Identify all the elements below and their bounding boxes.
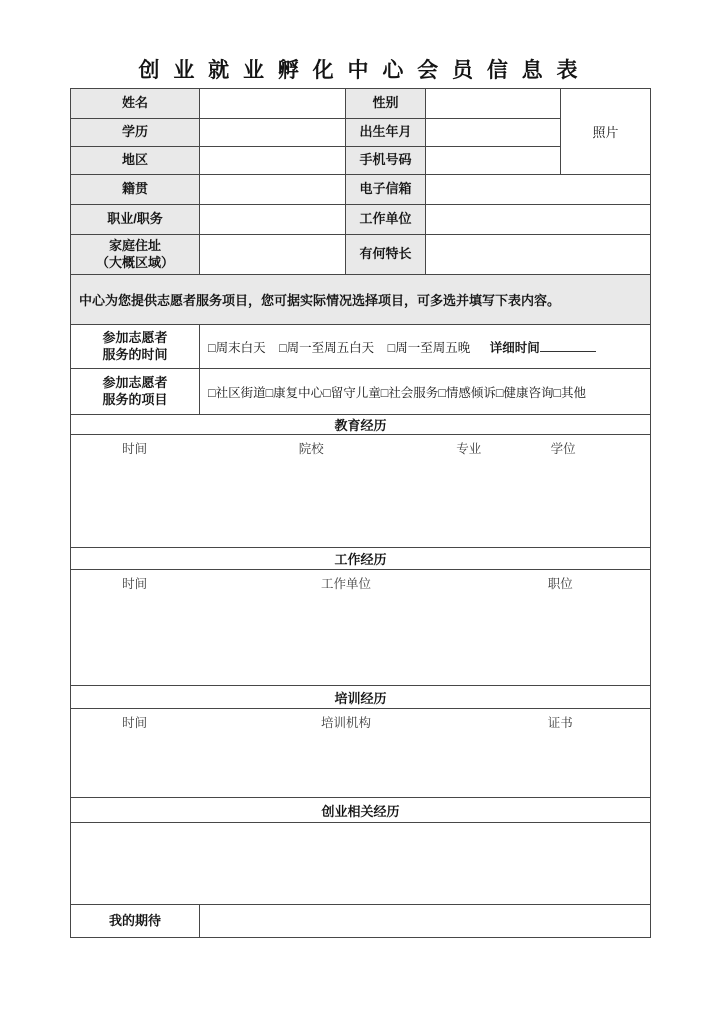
training-col-institution: 培训机构	[321, 716, 372, 730]
field-label-specialty: 有何特长	[346, 235, 426, 275]
field-value-name[interactable]	[200, 89, 346, 119]
volunteer-project-label-line2: 服务的项目	[102, 391, 168, 407]
field-value-phone[interactable]	[426, 147, 561, 175]
expectation-value[interactable]	[200, 905, 651, 938]
table-row	[71, 435, 651, 548]
checkbox-option-other[interactable]: □其他	[553, 385, 587, 400]
table-row	[71, 89, 651, 119]
field-value-native-place[interactable]	[200, 175, 346, 205]
field-label-name: 姓名	[71, 89, 200, 119]
field-value-email[interactable]	[426, 175, 651, 205]
volunteer-project-label-line1: 参加志愿者	[102, 374, 168, 390]
checkbox-unchecked-icon[interactable]: □	[495, 385, 504, 400]
checkbox-option-social-service[interactable]: □社会服务	[380, 385, 439, 400]
checkbox-option-weekday-day[interactable]: □周一至周五白天	[279, 340, 375, 355]
field-label-native-place: 籍贯	[71, 175, 200, 205]
field-value-birthdate[interactable]	[426, 119, 561, 147]
page-title: 创 业 就 业 孵 化 中 心 会 员 信 息 表	[138, 59, 582, 82]
work-col-time: 时间	[122, 577, 148, 591]
field-label-email: 电子信箱	[346, 175, 426, 205]
field-label-education: 学历	[71, 119, 200, 147]
checkbox-unchecked-icon[interactable]: □	[553, 385, 562, 400]
expectation-label: 我的期待	[71, 905, 200, 938]
field-label-employer: 工作单位	[346, 205, 426, 235]
volunteer-time-label-line2: 服务的时间	[102, 346, 168, 362]
field-value-occupation[interactable]	[200, 205, 346, 235]
field-value-education[interactable]	[200, 119, 346, 147]
detail-time-underline[interactable]	[540, 339, 596, 352]
training-col-time: 时间	[122, 716, 148, 730]
education-entries-area[interactable]	[71, 435, 651, 548]
volunteer-time-label-line1: 参加志愿者	[102, 329, 168, 345]
education-col-degree: 学位	[550, 442, 576, 456]
checkbox-option-weekday-night[interactable]: □周一至周五晚	[387, 340, 471, 355]
checkbox-unchecked-icon[interactable]: □	[208, 340, 216, 355]
work-col-employer: 工作单位	[321, 577, 372, 591]
detail-time-label: 详细时间	[489, 340, 540, 355]
education-col-time: 时间	[122, 442, 148, 456]
table-row	[71, 905, 651, 938]
checkbox-unchecked-icon[interactable]: □	[380, 385, 389, 400]
table-row	[71, 325, 651, 369]
member-info-table	[70, 88, 651, 938]
checkbox-unchecked-icon[interactable]: □	[208, 385, 216, 400]
volunteer-project-options	[200, 369, 651, 415]
checkbox-unchecked-icon[interactable]: □	[265, 385, 274, 400]
table-row	[71, 415, 651, 435]
work-col-position: 职位	[547, 577, 573, 591]
section-header-entrepreneurship: 创业相关经历	[71, 798, 651, 823]
table-row	[71, 548, 651, 570]
field-value-gender[interactable]	[426, 89, 561, 119]
field-value-home-address[interactable]	[200, 235, 346, 275]
table-row	[71, 798, 651, 823]
table-row	[71, 709, 651, 798]
checkbox-option-emotional-support[interactable]: □情感倾诉	[438, 385, 496, 400]
checkbox-unchecked-icon[interactable]: □	[438, 385, 446, 400]
table-row	[71, 686, 651, 709]
checkbox-unchecked-icon[interactable]: □	[387, 340, 396, 355]
field-label-home-address	[71, 235, 200, 275]
field-value-region[interactable]	[200, 147, 346, 175]
checkbox-unchecked-icon[interactable]: □	[279, 340, 287, 355]
field-label-region: 地区	[71, 147, 200, 175]
volunteer-project-label	[71, 369, 200, 415]
home-address-line2: （大概区域）	[95, 254, 174, 270]
checkbox-option-rehab-center[interactable]: □康复中心	[265, 385, 324, 400]
education-col-major: 专业	[456, 442, 482, 456]
photo-placeholder[interactable]: 照片	[561, 89, 651, 175]
table-row	[71, 570, 651, 686]
table-row	[71, 369, 651, 415]
table-row	[71, 175, 651, 205]
training-entries-area[interactable]	[71, 709, 651, 798]
field-label-phone: 手机号码	[346, 147, 426, 175]
checkbox-option-health-consult[interactable]: □健康咨询	[495, 385, 554, 400]
section-header-work: 工作经历	[71, 548, 651, 570]
table-row	[71, 275, 651, 325]
volunteer-time-label	[71, 325, 200, 369]
entrepreneurship-entries-area[interactable]	[71, 823, 651, 905]
section-header-education: 教育经历	[71, 415, 651, 435]
checkbox-option-left-behind-children[interactable]: □留守儿童	[323, 385, 381, 400]
field-label-occupation: 职业/职务	[71, 205, 200, 235]
home-address-line1: 家庭住址	[108, 237, 161, 253]
field-label-gender: 性别	[346, 89, 426, 119]
volunteer-time-options	[200, 325, 651, 369]
field-value-employer[interactable]	[426, 205, 651, 235]
training-col-certificate: 证书	[547, 716, 573, 730]
checkbox-option-community-street[interactable]: □社区街道	[208, 385, 266, 400]
field-value-specialty[interactable]	[426, 235, 651, 275]
checkbox-option-weekend-day[interactable]: □周末白天	[208, 340, 266, 355]
checkbox-unchecked-icon[interactable]: □	[323, 385, 331, 400]
table-row	[71, 823, 651, 905]
work-entries-area[interactable]	[71, 570, 651, 686]
table-row	[71, 235, 651, 275]
section-header-training: 培训经历	[71, 686, 651, 709]
field-label-birthdate: 出生年月	[346, 119, 426, 147]
volunteer-notice-text: 中心为您提供志愿者服务项目，您可据实际情况选择项目，可多选并填写下表内容。	[71, 275, 651, 325]
table-row	[71, 205, 651, 235]
education-col-school: 院校	[298, 442, 324, 456]
